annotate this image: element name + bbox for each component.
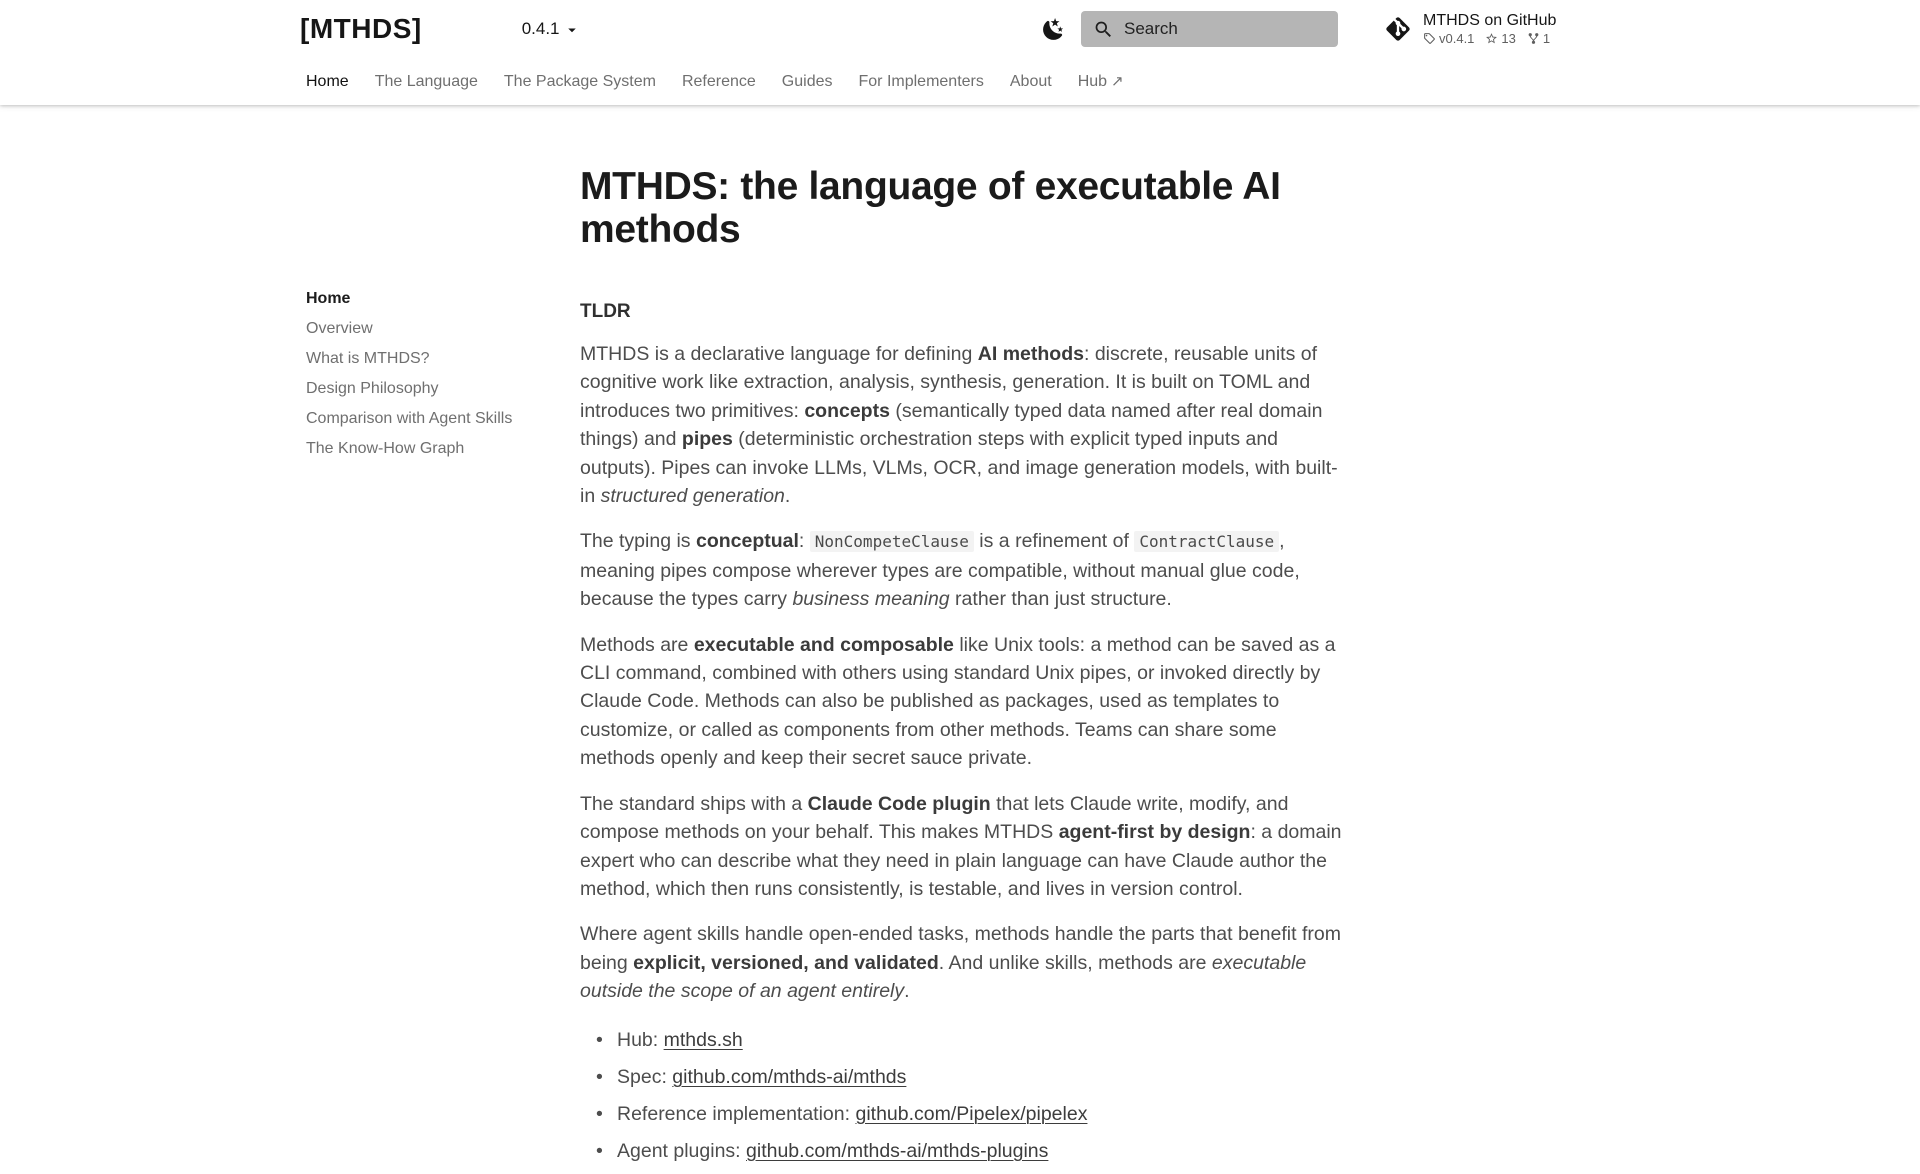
text-run: Methods are	[580, 633, 694, 656]
sidebar-item-what-is-mthds[interactable]: What is MTHDS?	[306, 350, 430, 367]
moon-icon	[1041, 17, 1066, 42]
git-icon	[1384, 15, 1412, 43]
repo-stars: 13	[1485, 31, 1515, 46]
tab-hub[interactable]	[1078, 73, 1124, 91]
repo-forks: 1	[1527, 31, 1550, 46]
tab-label: The Package System	[503, 72, 656, 90]
fork-icon	[1527, 32, 1540, 45]
text-run: Hub:	[617, 1028, 664, 1051]
text-run: is a refinement of	[973, 530, 1135, 553]
paragraph	[580, 790, 1345, 904]
primary-tabs	[300, 58, 1620, 105]
tab-the-package-system[interactable]	[504, 73, 656, 91]
text-run: Reference implementation:	[617, 1102, 856, 1125]
content-paragraphs	[580, 340, 1345, 1006]
inline-code: ContractClause	[1134, 531, 1279, 552]
bold-text: agent-first by design	[1058, 821, 1251, 844]
bold-text: AI methods	[977, 343, 1084, 365]
repo-stats	[1423, 31, 1556, 46]
page-body	[300, 105, 1620, 1174]
star-icon	[1485, 32, 1498, 45]
text-run: : a domain expert who can describe what they need in plain language can have Claude author the method, which then runs consistently, is testable, and lives in version control.	[580, 821, 1342, 900]
tab-about[interactable]	[1010, 73, 1052, 91]
page-title: MTHDS: the language of executable AI methods	[580, 165, 1281, 251]
list-item	[617, 1026, 1345, 1054]
text-run: like Unix tools: a method can be saved as a CLI command, combined with others using standard Unix pipes, or invoked directly by Claude Code. Methods can also be published as packages, used as templates to customize, or called as components from other methods. Teams can share some methods openly and keep their secret sauce private.	[580, 633, 1336, 770]
text-run: The typing is	[580, 530, 696, 553]
text-run: :	[798, 530, 810, 553]
list-item	[617, 1063, 1345, 1091]
sidebar-item-overview[interactable]: Overview	[306, 320, 373, 337]
link-list	[580, 1026, 1345, 1165]
dark-mode-toggle[interactable]	[1041, 17, 1066, 42]
site-header	[0, 0, 1920, 105]
paragraph	[580, 340, 1345, 510]
list-item	[617, 1137, 1345, 1165]
repo-info	[1423, 12, 1556, 46]
repo-version: v0.4.1	[1423, 31, 1474, 46]
tab-label: The Language	[374, 72, 478, 90]
text-run: .	[784, 485, 791, 508]
tab-label: Guides	[781, 72, 833, 90]
search-icon	[1093, 19, 1114, 40]
tab-the-language[interactable]	[375, 73, 478, 91]
search-bar[interactable]	[1081, 11, 1338, 47]
paragraph	[580, 527, 1345, 613]
header-top-row	[300, 0, 1620, 58]
inline-link[interactable]: mthds.sh	[663, 1028, 743, 1051]
repo-name: MTHDS on GitHub	[1423, 12, 1557, 29]
list-item	[617, 1100, 1345, 1128]
main-content	[580, 105, 1345, 1174]
site-logo[interactable]: [MTHDS]	[300, 13, 422, 44]
bold-text: concepts	[804, 399, 890, 422]
github-repo-link[interactable]	[1384, 12, 1620, 46]
italic-text: executable outside the scope of an agent entirely	[580, 951, 1307, 1003]
text-run: that lets Claude write, modify, and compose methods on your behalf. This makes MTHDS	[580, 792, 1289, 844]
bold-text: explicit, versioned, and validated	[633, 951, 939, 974]
version-label: 0.4.1	[521, 19, 560, 38]
paragraph	[580, 920, 1345, 1005]
sidebar	[300, 105, 580, 1174]
bold-text: conceptual	[695, 530, 799, 553]
search-input[interactable]	[1124, 19, 1326, 39]
text-run: , meaning pipes compose wherever types are compatible, without manual glue code, because the types carry	[580, 530, 1300, 611]
version-selector[interactable]	[522, 19, 581, 39]
text-run: Agent plugins:	[617, 1139, 747, 1162]
text-run: . And unlike skills, methods are	[938, 951, 1212, 974]
text-run: .	[904, 980, 910, 1003]
external-link-icon: ↗	[1111, 72, 1124, 90]
paragraph	[580, 631, 1345, 773]
bold-text: Claude Code plugin	[807, 792, 991, 815]
bold-text: executable and composable	[693, 633, 954, 656]
italic-text: business meaning	[792, 588, 950, 611]
text-run: : discrete, reusable units of cognitive work like extraction, analysis, synthesis, generation. It is built on TOML and introduces two primitives:	[580, 343, 1318, 422]
sidebar-item-home[interactable]: Home	[306, 290, 351, 307]
tab-guides[interactable]	[782, 73, 833, 91]
inline-link[interactable]: github.com/Pipelex/pipelex	[855, 1102, 1088, 1125]
sidebar-item-comparison-with-agent-skills[interactable]: Comparison with Agent Skills	[306, 410, 513, 427]
tab-reference[interactable]	[682, 73, 756, 91]
tab-label: About	[1009, 72, 1052, 90]
bold-text: pipes	[681, 428, 733, 451]
italic-text: structured generation	[600, 485, 785, 508]
text-run: (semantically typed data named after real domain things) and	[580, 399, 1323, 451]
sidebar-nav	[306, 284, 580, 464]
text-run: MTHDS is a declarative language for defining	[580, 343, 978, 365]
sidebar-item-the-know-how-graph[interactable]: The Know-How Graph	[306, 440, 465, 457]
text-run: Spec:	[617, 1065, 673, 1088]
text-run: The standard ships with a	[580, 792, 808, 815]
tab-label: Hub	[1077, 72, 1108, 90]
inline-link[interactable]: github.com/mthds-ai/mthds	[672, 1065, 907, 1088]
tab-label: For Implementers	[858, 72, 984, 90]
tab-home[interactable]	[306, 73, 349, 91]
text-run: rather than just structure.	[949, 588, 1172, 611]
inline-link[interactable]: github.com/mthds-ai/mthds-plugins	[746, 1139, 1049, 1162]
chevron-down-icon	[563, 21, 581, 39]
tldr-heading: TLDR	[580, 301, 631, 322]
tag-icon	[1423, 32, 1436, 45]
inline-code: NonCompeteClause	[810, 531, 974, 552]
text-run: (deterministic orchestration steps with explicit typed inputs and outputs). Pipes can invoke LLMs, VLMs, OCR, and image generation models, with built-in	[580, 428, 1338, 508]
text-run: Where agent skills handle open-ended tasks, methods handle the parts that benefit from being	[580, 923, 1341, 974]
tab-label: Reference	[681, 72, 756, 90]
tab-label: Home	[306, 72, 349, 90]
sidebar-item-design-philosophy[interactable]: Design Philosophy	[306, 380, 439, 397]
tab-for-implementers[interactable]	[859, 73, 984, 91]
